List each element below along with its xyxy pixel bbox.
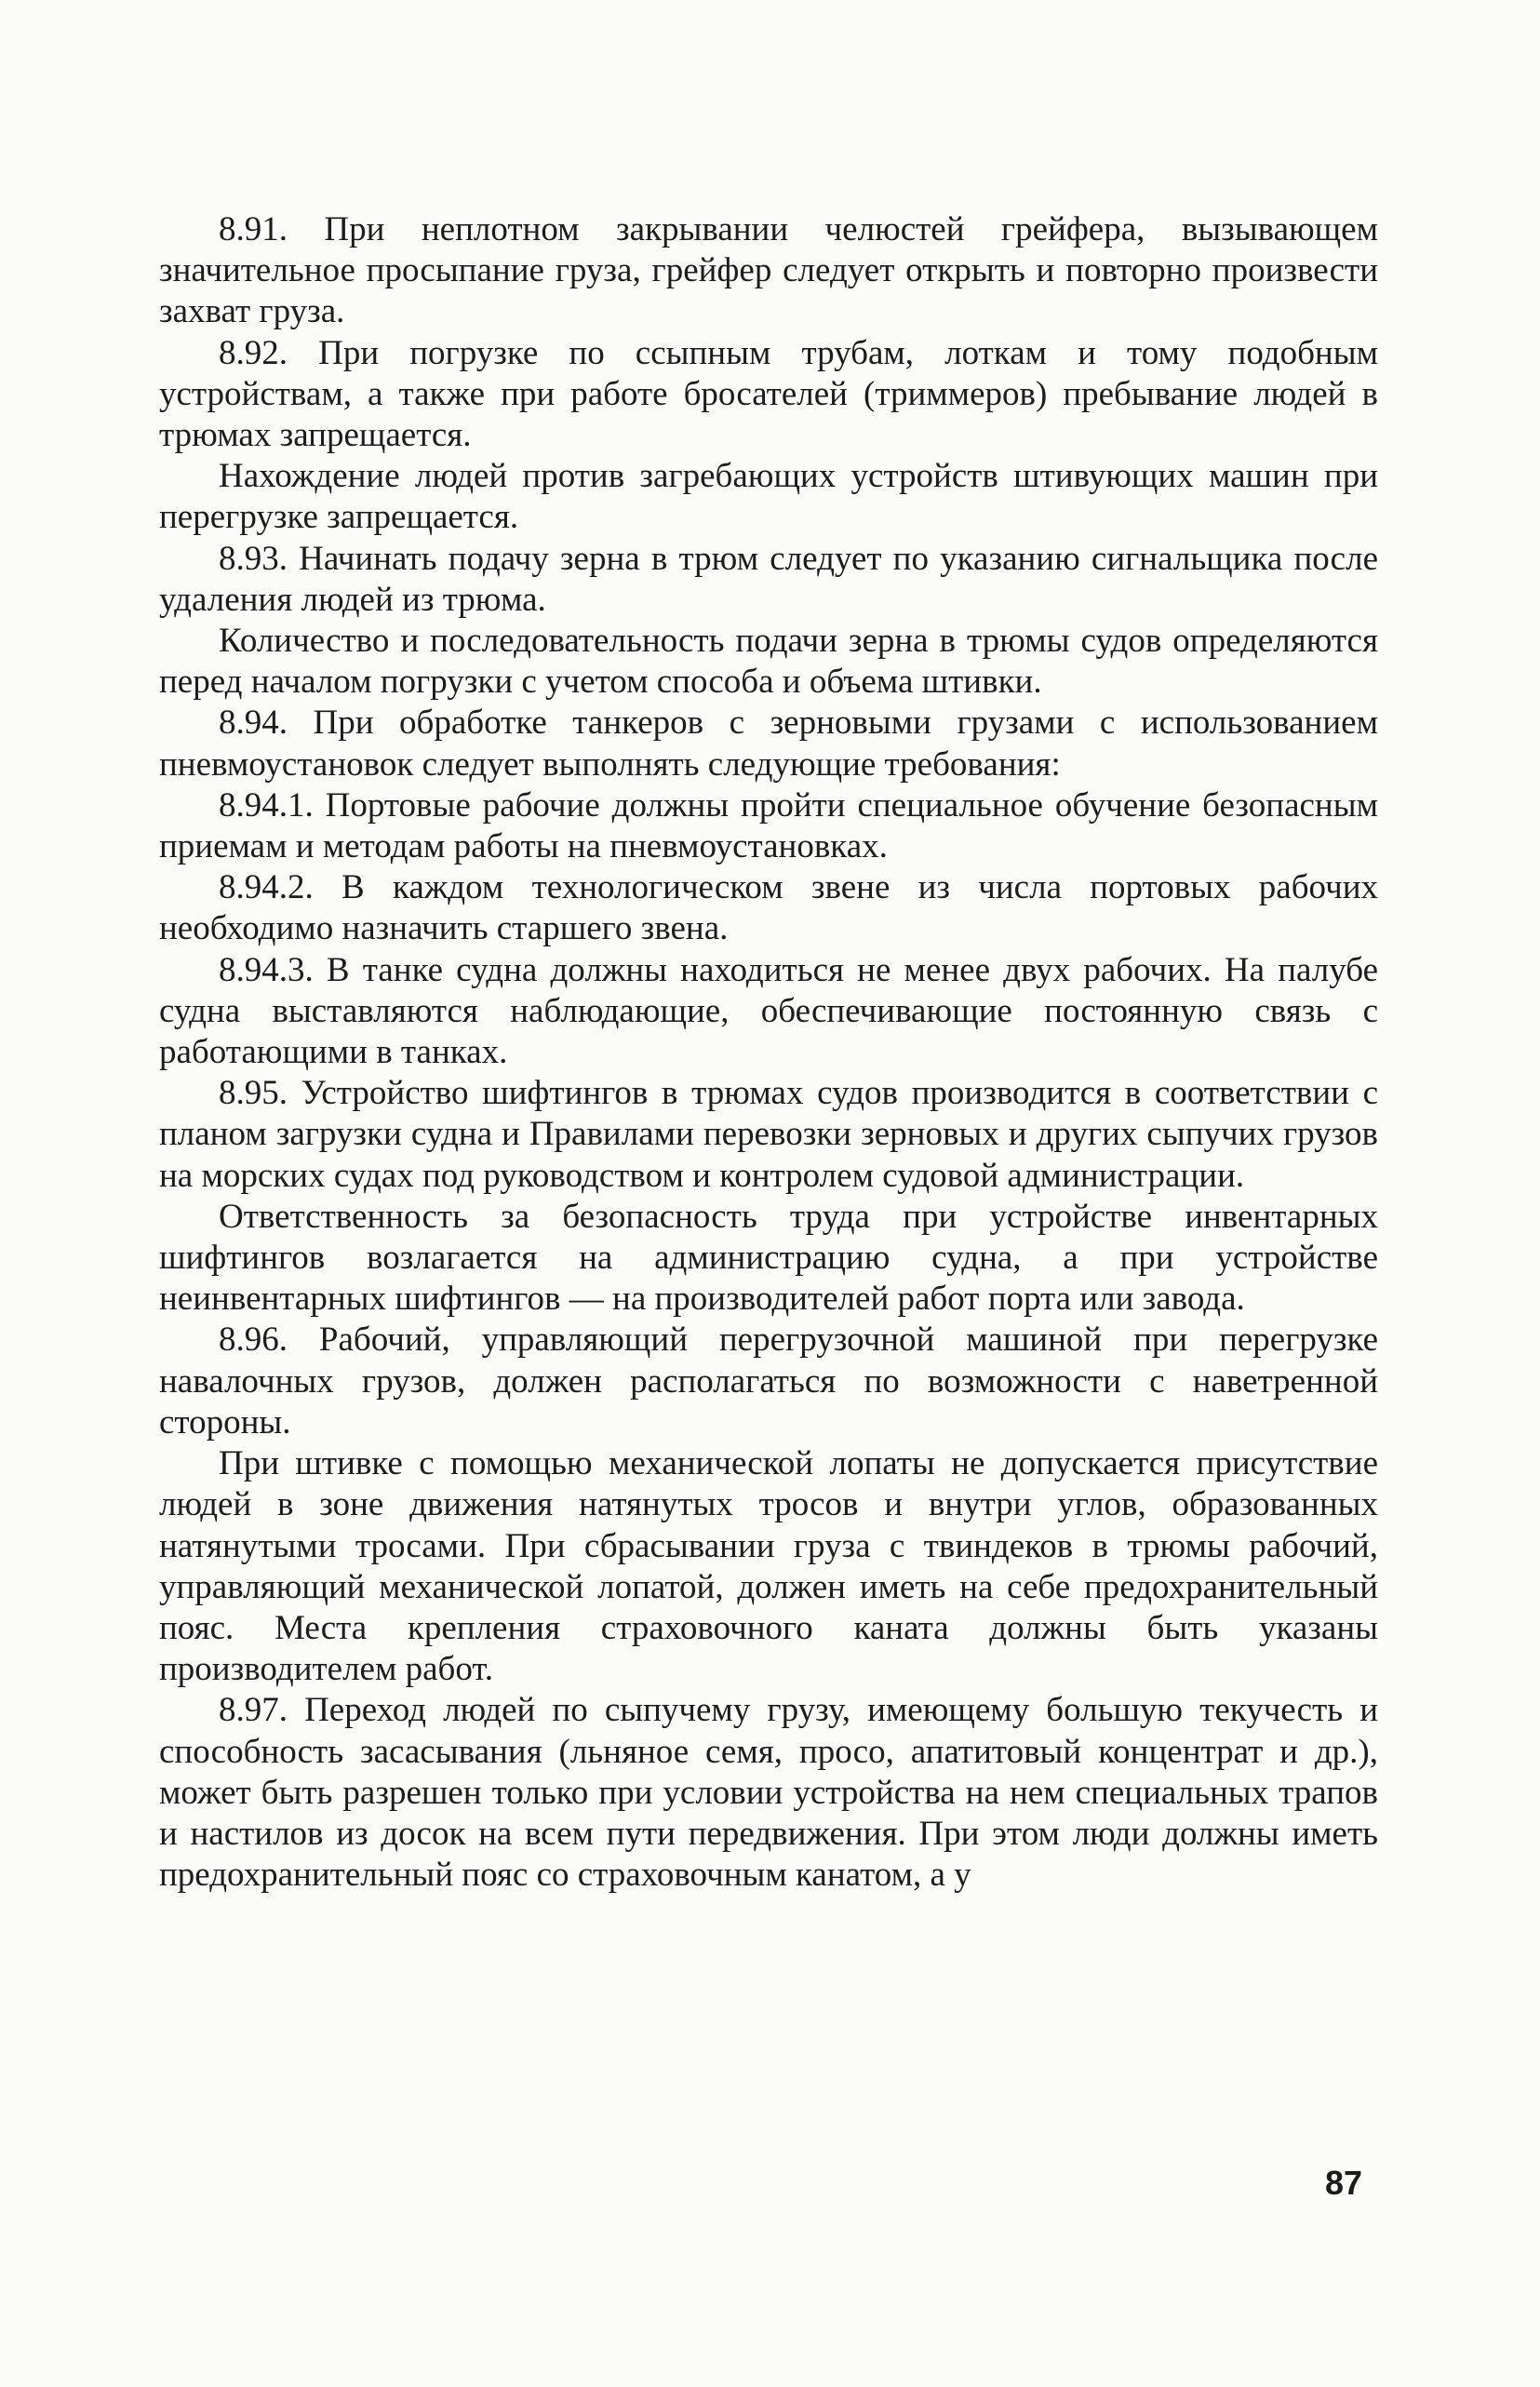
paragraph-8-96: 8.96. Рабочий, управляющий перегрузочной машиной при перегрузке навалочных грузов, должен располагаться по возможности с наветренной стороны. xyxy=(159,1321,1378,1442)
paragraph-8-94-2: 8.94.2. В каждом технологическом звене из числа портовых рабочих необходимо назначить старшего звена. xyxy=(159,868,1378,948)
paragraph-8-93-continued: Количество и последовательность подачи зерна в трюмы судов определяются перед началом погрузки с учетом способа и объема штивки. xyxy=(159,622,1378,702)
paragraph-8-92-continued: Нахождение людей против загребающих устройств штивующих машин при перегрузке запрещается. xyxy=(159,457,1378,537)
paragraph-8-97: 8.97. Переход людей по сыпучему грузу, имеющему большую текучесть и способность засасывания (льняное семя, просо, апатитовый концентрат и др.), может быть разрешен только при условии устройства на нем специальных трапов и настилов из досок на всем пути передвижения. При этом люди должны иметь предохранительный пояс со страховочным канатом, а у xyxy=(159,1691,1378,1895)
body-text xyxy=(159,209,1378,1896)
paragraph-8-91: 8.91. При неплотном закрывании челюстей грейфера, вызывающем значительное просыпание груза, грейфер следует открыть и повторно произвести захват груза. xyxy=(159,210,1378,331)
paragraph-8-96-continued: При штивке с помощью механической лопаты не допускается присутствие людей в зоне движения натянутых тросов и внутри углов, образованных натянутыми тросами. При сбрасывании груза с твиндеков в трюмы рабочий, управляющий механической лопатой, должен иметь на себе предохранительный пояс. Места крепления страховочного каната должны быть указаны производителем работ. xyxy=(159,1444,1378,1689)
paragraph-8-94-1: 8.94.1. Портовые рабочие должны пройти специальное обучение безопасным приемам и методам работы на пневмоустановках. xyxy=(159,785,1378,866)
paragraph-8-94: 8.94. При обработке танкеров с зерновыми грузами с использованием пневмоустановок следует выполнять следующие требования: xyxy=(159,704,1378,784)
paragraph-8-95-continued: Ответственность за безопасность труда при устройстве инвентарных шифтингов возлагается на администрацию судна, а при устройстве неинвентарных шифтингов — на производителей работ порта или завода. xyxy=(159,1197,1378,1319)
paragraph-8-92: 8.92. При погрузке по ссыпным трубам, лоткам и тому подобным устройствам, а также при работе бросателей (триммеров) пребывание людей в трюмах запрещается. xyxy=(159,333,1378,455)
paragraph-8-95: 8.95. Устройство шифтингов в трюмах судов производится в соответствии с планом загрузки судна и Правилами перевозки зерновых и других сыпучих грузов на морских судах под руководством и контролем судовой администрации. xyxy=(159,1074,1378,1195)
paragraph-8-94-3: 8.94.3. В танке судна должны находиться не менее двух рабочих. На палубе судна выставляются наблюдающие, обеспечивающие постоянную связь с работающими в танках. xyxy=(159,950,1378,1072)
page-number: 87 xyxy=(1325,2164,1363,2202)
paragraph-8-93: 8.93. Начинать подачу зерна в трюм следует по указанию сигнальщика после удаления людей из трюма. xyxy=(159,539,1378,619)
